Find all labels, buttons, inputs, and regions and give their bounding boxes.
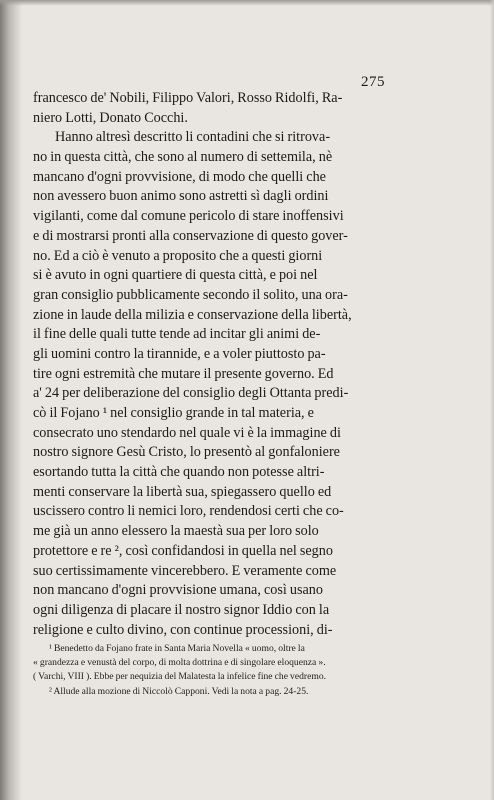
text-line: tire ogni estremità che mutare il presente governo. Ed	[33, 365, 334, 382]
text-line: e di mostrarsi pronti alla conservazione di questo gover-	[33, 227, 348, 244]
page-number: 275	[361, 74, 385, 90]
body-text	[33, 89, 403, 640]
text-line: niero Lotti, Donato Cocchi.	[33, 109, 188, 126]
text-line: gli uomini contro la tirannide, e a voler piuttosto pa-	[33, 345, 326, 362]
page-top-shadow	[0, 0, 494, 6]
text-line: menti conservare la libertà sua, spiegassero quello ed	[33, 483, 332, 500]
text-line: cò il Fojano ¹ nel consiglio grande in tal materia, e	[33, 405, 314, 421]
footnote-line: ² Allude alla mozione di Niccolò Capponi. Vedi la nota a pag. 24-25.	[49, 685, 309, 697]
text-line: uscissero contro li nemici loro, rendendosi certi che co-	[33, 503, 344, 520]
text-line: protettore e re ², così confidandosi in quella nel segno	[33, 542, 333, 559]
text-line: esortando tutta la città che quando non potesse altri-	[33, 464, 325, 481]
text-line: no in questa città, che sono al numero di settemila, nè	[33, 149, 333, 166]
text-line: me già un anno elessero la maestà sua per loro solo	[33, 523, 319, 540]
text-line: suo certissimamente vincerebbero. E veramente come	[33, 562, 337, 579]
text-line: francesco de' Nobili, Filippo Valori, Rosso Ridolfi, Ra-	[33, 90, 343, 106]
page-edge-shadow	[490, 0, 494, 800]
text-line: mancano d'ogni provvisione, di modo che quelli che	[33, 168, 326, 185]
text-line: non avessero buon animo sono astretti sì dagli ordini	[33, 188, 329, 205]
text-line: no. Ed a ciò è venuto a proposito che a questi giorni	[33, 247, 323, 264]
footnote-line: « grandezza e venustà del corpo, di molta dottrina e di singolare eloquenza ».	[33, 657, 326, 669]
text-line: il fine delle quali tutte tende ad incitar gli animi de-	[33, 326, 321, 343]
text-line: nostro signore Gesù Cristo, lo presentò al gonfaloniere	[33, 444, 340, 461]
text-line: religione e culto divino, con continue processioni, di-	[33, 621, 333, 638]
page-gutter-shadow	[0, 0, 22, 800]
text-line: consecrato uno stendardo nel quale vi è la immagine di	[33, 424, 341, 441]
text-line: vigilanti, come dal comune pericolo di stare inoffensivi	[33, 208, 344, 225]
footnotes	[33, 642, 405, 699]
footnote-line: ¹ Benedetto da Fojano frate in Santa Maria Novella « uomo, oltre la	[49, 643, 305, 654]
footnote-line: ( Varchi, VIII ). Ebbe per nequizia del Malatesta la infelice fine che vedremo.	[33, 671, 327, 683]
text-line: gran consiglio pubblicamente secondo il solito, una ora-	[33, 286, 348, 303]
text-line: Hanno altresì descritto li contadini che si ritrova-	[55, 129, 331, 146]
text-line: non mancano d'ogni provvisione umana, così usano	[33, 582, 323, 599]
text-line: si è avuto in ogni quartiere di questa città, e poi nel	[33, 267, 318, 284]
text-line: zione in laude della milizia e conservazione della libertà,	[33, 306, 352, 323]
text-line: a' 24 per deliberazione del consiglio degli Ottanta predi-	[33, 385, 349, 402]
text-line: ogni diligenza di placare il nostro signor Iddio con la	[33, 601, 330, 618]
